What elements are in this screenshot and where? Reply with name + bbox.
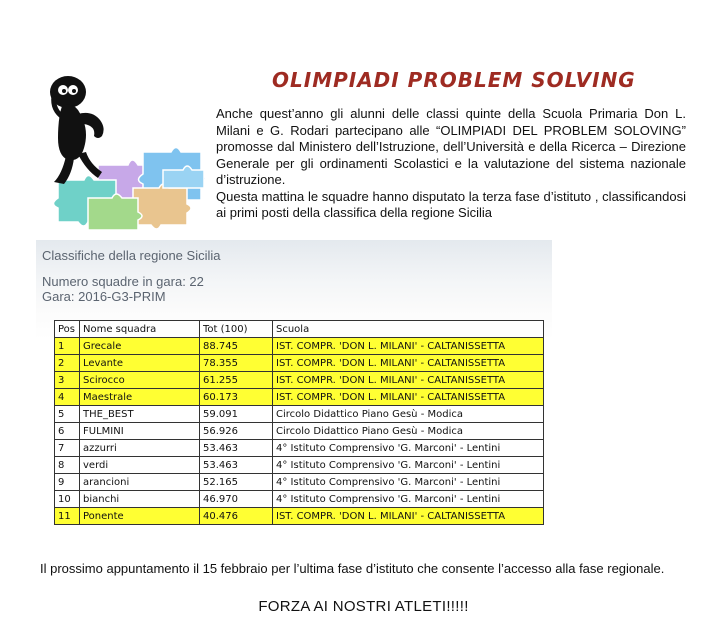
cell-total: 46.970 (200, 491, 273, 508)
cell-team: Ponente (80, 508, 200, 525)
cell-school: IST. COMPR. 'DON L. MILANI' - CALTANISSETTA (273, 372, 544, 389)
cell-team: bianchi (80, 491, 200, 508)
cell-pos: 11 (55, 508, 80, 525)
table-row (55, 355, 544, 372)
cell-pos: 5 (55, 406, 80, 423)
cell-school: 4° Istituto Comprensivo 'G. Marconi' - Lentini (273, 491, 544, 508)
table-row (55, 474, 544, 491)
cell-team: Scirocco (80, 372, 200, 389)
intro-paragraph: Questa mattina le squadre hanno disputato la terza fase d’istituto , classificandosi ai primi posti della classifica della regione Sicilia (216, 188, 686, 220)
table-header-row (55, 321, 544, 338)
teams-count: Numero squadre in gara: 22 (42, 274, 204, 289)
cell-team: Maestrale (80, 389, 200, 406)
table-row (55, 338, 544, 355)
column-header-total: Tot (100) (200, 321, 273, 338)
table-row (55, 440, 544, 457)
cell-total: 88.745 (200, 338, 273, 355)
cell-team: THE_BEST (80, 406, 200, 423)
cell-total: 61.255 (200, 372, 273, 389)
cell-pos: 7 (55, 440, 80, 457)
table-row (55, 389, 544, 406)
ranking-table (54, 320, 544, 525)
table-row (55, 372, 544, 389)
cell-team: Grecale (80, 338, 200, 355)
cell-pos: 10 (55, 491, 80, 508)
next-appointment-text: Il prossimo appuntamento il 15 febbraio per l’ultima fase d’istituto che consente l’accesso alla fase regionale. (40, 561, 665, 576)
ranking-title: Classifiche della regione Sicilia (42, 248, 221, 263)
cell-school: IST. COMPR. 'DON L. MILANI' - CALTANISSETTA (273, 338, 544, 355)
cell-school: Circolo Didattico Piano Gesù - Modica (273, 423, 544, 440)
cell-total: 59.091 (200, 406, 273, 423)
cell-school: 4° Istituto Comprensivo 'G. Marconi' - Lentini (273, 474, 544, 491)
cell-total: 56.926 (200, 423, 273, 440)
ranking-panel (36, 240, 552, 540)
ranking-meta (42, 274, 204, 304)
column-header-school: Scuola (273, 321, 544, 338)
competition-code: Gara: 2016-G3-PRIM (42, 289, 166, 304)
cell-total: 52.165 (200, 474, 273, 491)
intro-paragraph: Anche quest’anno gli alunni delle classi quinte della Scuola Primaria Don L. Milani e G. Rodari partecipano alle “OLIMPIADI DEL PROBLEM SOLOVING” promosse dal Ministero dell’Istruzione, dell’Università e della Ricerca – Direzione Generale per gli ordinamenti Scolastici e la valutazione del sistema nazionale d’istruzione. (216, 106, 686, 187)
column-header-pos: Pos (55, 321, 80, 338)
cell-school: Circolo Didattico Piano Gesù - Modica (273, 406, 544, 423)
cell-team: azzurri (80, 440, 200, 457)
column-header-team: Nome squadra (80, 321, 200, 338)
cell-school: 4° Istituto Comprensivo 'G. Marconi' - Lentini (273, 440, 544, 457)
page-title: OLIMPIADI PROBLEM SOLVING (272, 68, 636, 92)
cell-total: 78.355 (200, 355, 273, 372)
cheer-text: FORZA AI NOSTRI ATLETI!!!!! (258, 598, 469, 615)
cell-total: 53.463 (200, 440, 273, 457)
cell-pos: 1 (55, 338, 80, 355)
cell-school: 4° Istituto Comprensivo 'G. Marconi' - Lentini (273, 457, 544, 474)
cell-total: 53.463 (200, 457, 273, 474)
table-row (55, 491, 544, 508)
puzzle-pieces (54, 148, 206, 231)
table-row (55, 508, 544, 525)
thinking-figure (50, 76, 104, 184)
cell-pos: 6 (55, 423, 80, 440)
cell-school: IST. COMPR. 'DON L. MILANI' - CALTANISSETTA (273, 355, 544, 372)
thinking-figure-on-puzzle-illustration (38, 70, 208, 230)
cell-team: verdi (80, 457, 200, 474)
table-row (55, 457, 544, 474)
table-row (55, 423, 544, 440)
cell-total: 40.476 (200, 508, 273, 525)
cell-total: 60.173 (200, 389, 273, 406)
cell-pos: 2 (55, 355, 80, 372)
cell-team: Levante (80, 355, 200, 372)
cell-pos: 4 (55, 389, 80, 406)
intro-text (216, 106, 686, 222)
cell-pos: 9 (55, 474, 80, 491)
cell-pos: 3 (55, 372, 80, 389)
ranking-table-body (55, 338, 544, 525)
cell-pos: 8 (55, 457, 80, 474)
cell-team: arancioni (80, 474, 200, 491)
cell-team: FULMINI (80, 423, 200, 440)
cell-school: IST. COMPR. 'DON L. MILANI' - CALTANISSETTA (273, 389, 544, 406)
cell-school: IST. COMPR. 'DON L. MILANI' - CALTANISSETTA (273, 508, 544, 525)
table-row (55, 406, 544, 423)
